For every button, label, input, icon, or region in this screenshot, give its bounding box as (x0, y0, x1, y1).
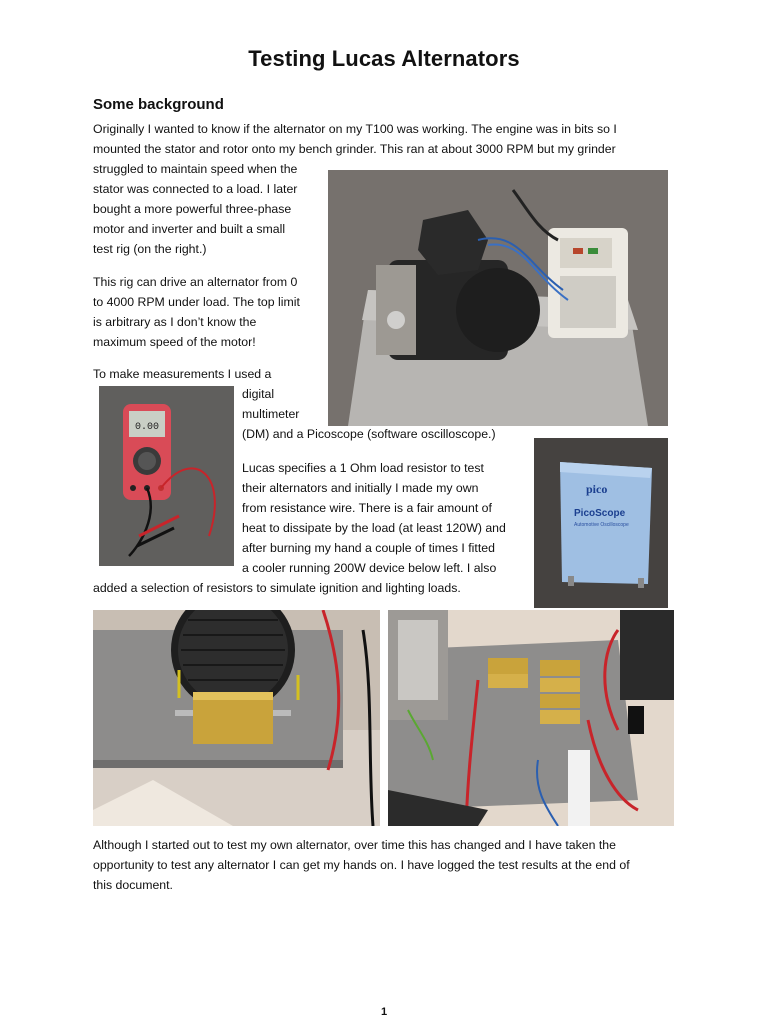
text-line: To make measurements I used a (93, 367, 272, 381)
text-line: (DM) and a Picoscope (software oscilloscope.) (242, 427, 496, 441)
text-line: a cooler running 200W device below left. I also (242, 561, 497, 575)
resistor-bank-photo (388, 610, 674, 826)
picoscope-brand: pico (586, 482, 608, 496)
text-line: struggled to maintain speed when the (93, 162, 298, 176)
picoscope-sub: Automotive Oscilloscope (574, 522, 629, 528)
picoscope-photo (534, 438, 668, 608)
page-title: Testing Lucas Alternators (248, 46, 520, 71)
test-rig-photo (328, 170, 668, 426)
text-line: Originally I wanted to know if the alternator on my T100 was working. The engine was in bits so I (93, 122, 617, 136)
text-line: opportunity to test any alternator I can get my hands on. I have logged the test results at the end of (93, 858, 630, 872)
text-line: Although I started out to test my own alternator, over time this has changed and I have taken the (93, 838, 616, 852)
text-line: after burning my hand a couple of times I fitted (242, 541, 495, 555)
text-line: this document. (93, 878, 173, 892)
text-line: heat to dissipate by the load (at least 120W) and (242, 521, 506, 535)
text-line: their alternators and initially I made my own (242, 481, 479, 495)
text-line: motor and inverter and built a small (93, 222, 286, 236)
multimeter-display: 0.00 (134, 422, 160, 433)
text-line: maximum speed of the motor! (93, 335, 256, 349)
section-heading: Some background (93, 96, 224, 113)
text-line: test rig (on the right.) (93, 242, 207, 256)
text-line: Lucas specifies a 1 Ohm load resistor to test (242, 461, 484, 475)
page-number: 1 (380, 1006, 388, 1018)
text-line: This rig can drive an alternator from 0 (93, 275, 298, 289)
load-resistor-photo (93, 610, 380, 826)
text-line: stator was connected to a load. I later (93, 182, 298, 196)
text-line: digital (242, 387, 275, 401)
multimeter-photo (99, 386, 234, 566)
text-line: multimeter (242, 407, 300, 421)
text-line: to 4000 RPM under load. The top limit (93, 295, 300, 309)
text-line: added a selection of resistors to simulate ignition and lighting loads. (93, 581, 461, 595)
text-line: is arbitrary as I don’t know the (93, 315, 257, 329)
text-line: from resistance wire. There is a fair amount of (242, 501, 492, 515)
text-line: mounted the stator and rotor onto my bench grinder. This ran at about 3000 RPM but my grinder (93, 142, 616, 156)
text-line: bought a more powerful three-phase (93, 202, 292, 216)
picoscope-name: PicoScope (574, 508, 626, 519)
